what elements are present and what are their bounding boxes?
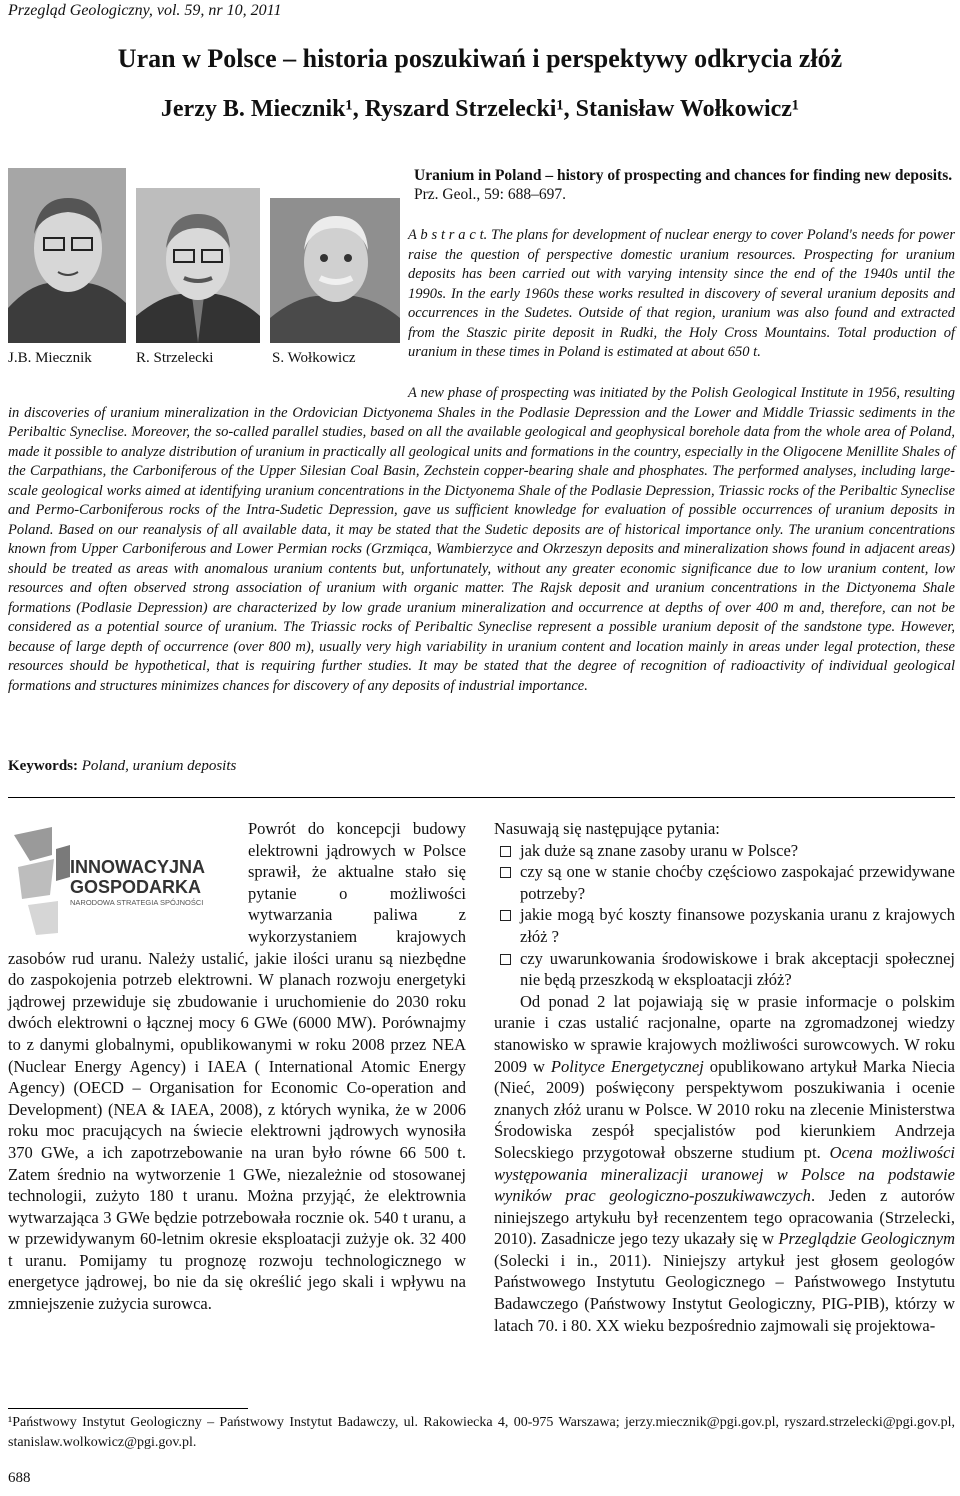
logo-line-1: INNOWACYJNA [70, 857, 206, 877]
keywords-label: Keywords: [8, 758, 78, 774]
caption-strzelecki: R. Strzelecki [136, 350, 214, 366]
journal-header: Przegląd Geologiczny, vol. 59, nr 10, 2011 [8, 2, 282, 19]
question-item: czy są one w stanie choćby częściowo zaspokajać przewidywane potrzeby? [494, 861, 955, 904]
english-citation: Prz. Geol., 59: 688–697. [414, 186, 566, 203]
english-title [414, 166, 954, 204]
body-left-text: Powrót do koncepcji budowy elektrowni jądrowych w Polsce sprawił, że aktualne stało się pytanie o możliwości wytwarzania paliwa z wykorzystaniem krajowych zasobów rud uranu. Należy ustalić, jakie ilości uranu są niezbędne do zaspokojenia potrzeb elektrowni. W planach rozwoju energetyki jądrowej przewiduje się zbudowanie i uruchomienie do 2030 roku dwóch elektrowni o łącznej mocy 6 GWe (6000 MW). Porównajmy to z danymi globalnymi, opublikowanymi w roku 2008 przez NEA (Nuclear Energy Agency) i IAEA ( International Atomic Energy Agency) (OECD – Organisation for Economic Co-operation and Development) (NEA & IAEA, 2008), z których wynika, że w 2006 roku moc pracujących na świecie elektrowni jądrowych wynosiła 370 GWe, a ich zapotrzebowanie na uran było równe 66 500 t. Zatem średnio na wytworzenie 1 GWe, niezależnie od stosowanej technologii, zużyto 180 t uranu. Można przyjąć, że elektrownia wytwarzająca 3 GWe będzie potrzebowała rocznie ok. 540 t uranu, a w przewidywanym 60-letnim okresie eksploatacji zużyje ok. 32 400 t uranu. Pomijamy tu prognozę rozwoju technologicznego w energetyce jądrowej, bo nie da się określić jego skali i wpływu na zmniejszenie zużycia surowca. [8, 819, 466, 1314]
article-title: Uran w Polsce – historia poszukiwań i perspektywy odkrycia złóż [117, 44, 843, 73]
english-title-text: Uranium in Poland – history of prospecting and chances for finding new deposits. [414, 167, 953, 184]
question-item: jakie mogą być koszty finansowe pozyskania uranu z krajowych złóż ? [494, 904, 955, 947]
logo-line-3: NARODOWA STRATEGIA SPÓJNOŚCI [70, 898, 204, 907]
journal-name-italic: Polityce Energetycznej [550, 1056, 704, 1076]
body-column-left [8, 818, 466, 1315]
abstract-part-2: A new phase of prospecting was initiated by the Polish Geological Institute in 1956, resulting in discoveries of uranium mineralization in the Ordovician Dictyonema Shales in the Podlasie Depression and the Lower and Middle Triassic sediments in the Peribaltic Syneclise. Moreover, the so-called parallel studies, based on all the available geological and geophysical borehole data from the whole area of Poland, made it possible to analyze distribution of uranium in practically all geological units and formations in the country, especially in the Oligocene Menillite Shales of the Carpathians, the Carboniferous of the Upper Silesian Coal Basin, Zechstein copper-bearing shale and phosphates. The performed analyses, including large-scale geological works aimed at identifying uranium concentrations in the Dictyonema Shale of the Podlasie Depression, Triassic rocks of the Peribaltic Syneclise and Permo-Carboniferous rocks of the Intra-Sudetic Depression, gave us sufficient knowledge for evaluation of possible occurrences of uranium deposits in Poland. Based on our reanalysis of all available data, it may be stated that the Sudetic deposits are of historical importance only. The uranium concentrations known from Upper Carboniferous and Lower Permian rocks (Grzmiąca, Wambierzyce and Okrzeszyn deposits and mineralization shows found in adjacent areas) should be treated as areas with anomalous uranium contents but, unfortunately, without any greater economic significance due to low uranium content, low resources and often observed strong association of uranium with organic matter. The Rajsk deposit and uranium concentrations in the Dictyonema Shale formations (Podlasie Depression) are characterized by low grade uranium mineralization and occurrence at depths of over 400 m and, therefore, can not be considered as a potential source of uranium. The Triassic rocks of Peribaltic Syneclise represent a possible uranium deposit of the sandstone type. However, because of large depth of occurrence (over 800 m), usually very high variability in uranium content and location mainly in areas under legal protection, these resources should be hypothetical, that is requiring further studies. It may be stated that the degree of recognition of radioactivity of individual geological formations and structures minimizes chances for discovery of any deposits of industrial importance. [8, 385, 955, 694]
logo-space [8, 818, 248, 942]
caption-wolkowicz: S. Wołkowicz [272, 350, 356, 366]
questions-intro: Nasuwają się następujące pytania: [494, 819, 720, 838]
body-right-text: (Solecki i in., 2011). Niniejszy artykuł jest głosem geologów Państwowego Instytutu Geologicznego – Państwowego Instytutu Badawczego (Państwowy Instytut Geologiczny, PIG-PIB), którzy w latach 70. i 80. XX wieku bezpośrednio zajmowali się projektowa- [494, 1250, 955, 1335]
keywords-list: Poland, uranium deposits [78, 758, 237, 774]
author-photo-strzelecki [136, 188, 260, 343]
body-right-paragraph [494, 991, 955, 1337]
body-right-text: opublikowano artykuł Marka Niecia (Nieć, 2009) poświęcony perspektywom poszukiwania i ocenie znanych złóż uranu w Polsce. W 2010 roku na zlecenie Ministerstwa Środowiska zespół specjalistów pod kierunkiem Andrzeja Solecskiego przygotował obszerne studium pt. [494, 1056, 955, 1162]
author-photo-miecznik [8, 168, 126, 343]
page-number: 688 [8, 1470, 31, 1486]
study-title-italic: Ocena możliwości występowania mineralizacji uranowej w Polsce na podstawie wyników prac geologiczno-poszukiwawczych [494, 1142, 955, 1206]
caption-miecznik: J.B. Miecznik [8, 350, 92, 366]
affiliation-footnote: ¹Państwowy Instytut Geologiczny – Państwowy Instytut Badawczy, ul. Rakowiecka 4, 00-975 Warszawa; jerzy.miecznik@pgi.gov.pl, ryszard.strzelecki@pgi.gov.pl, stanislaw.wolkowicz@pgi.gov.pl. [8, 1415, 955, 1450]
journal-name-italic: Przeglądzie Geologicznym [778, 1229, 955, 1249]
footnote-divider [8, 1408, 248, 1409]
keywords [8, 758, 236, 775]
logo-line-2: GOSPODARKA [70, 877, 202, 897]
question-item: czy uwarunkowania środowiskowe i brak akceptacji społecznej nie będą przeszkodą w eksploatacji złóż? [494, 948, 955, 991]
body-right-text: Od ponad 2 lat pojawiają się w prasie informacje o polskim uranie i czas ustalić racjonalne, oparte na zgromadzonej wiedzy stanowisko w sprawie krajowych możliwości surowcowych. W roku 2009 w [494, 991, 955, 1076]
question-item: jak duże są znane zasoby uranu w Polsce? [494, 840, 955, 862]
questions-list [494, 840, 955, 991]
body-column-right [494, 818, 955, 1336]
abstract-part-1: A b s t r a c t. The plans for development of nuclear energy to cover Poland's needs for power raise the question of perspective domestic uranium resources. Prospecting for uranium deposits has been carried out with varying intensity since the end of the 1940s until the 1990s. In the early 1960s these works resulted in discovery of several uranium deposits and occurrences in the Sudetes. Outside of that region, uranium was also found and extracted from the Staszic pirite deposit in Rudki, the Holy Cross Mountains. Total production of uranium in these times in Poland is estimated at about 650 t. [408, 227, 955, 360]
author-photo-wolkowicz [270, 198, 400, 343]
body-right-text: . Jeden z autorów niniejszego artykułu był recenzentem tego opracowania (Strzelecki, 2010). Zasadnicze jego tezy ukazały się w [494, 1186, 955, 1249]
authors: Jerzy B. Miecznik¹, Ryszard Strzelecki¹, Stanisław Wołkowicz¹ [160, 96, 800, 122]
section-divider [8, 797, 955, 798]
